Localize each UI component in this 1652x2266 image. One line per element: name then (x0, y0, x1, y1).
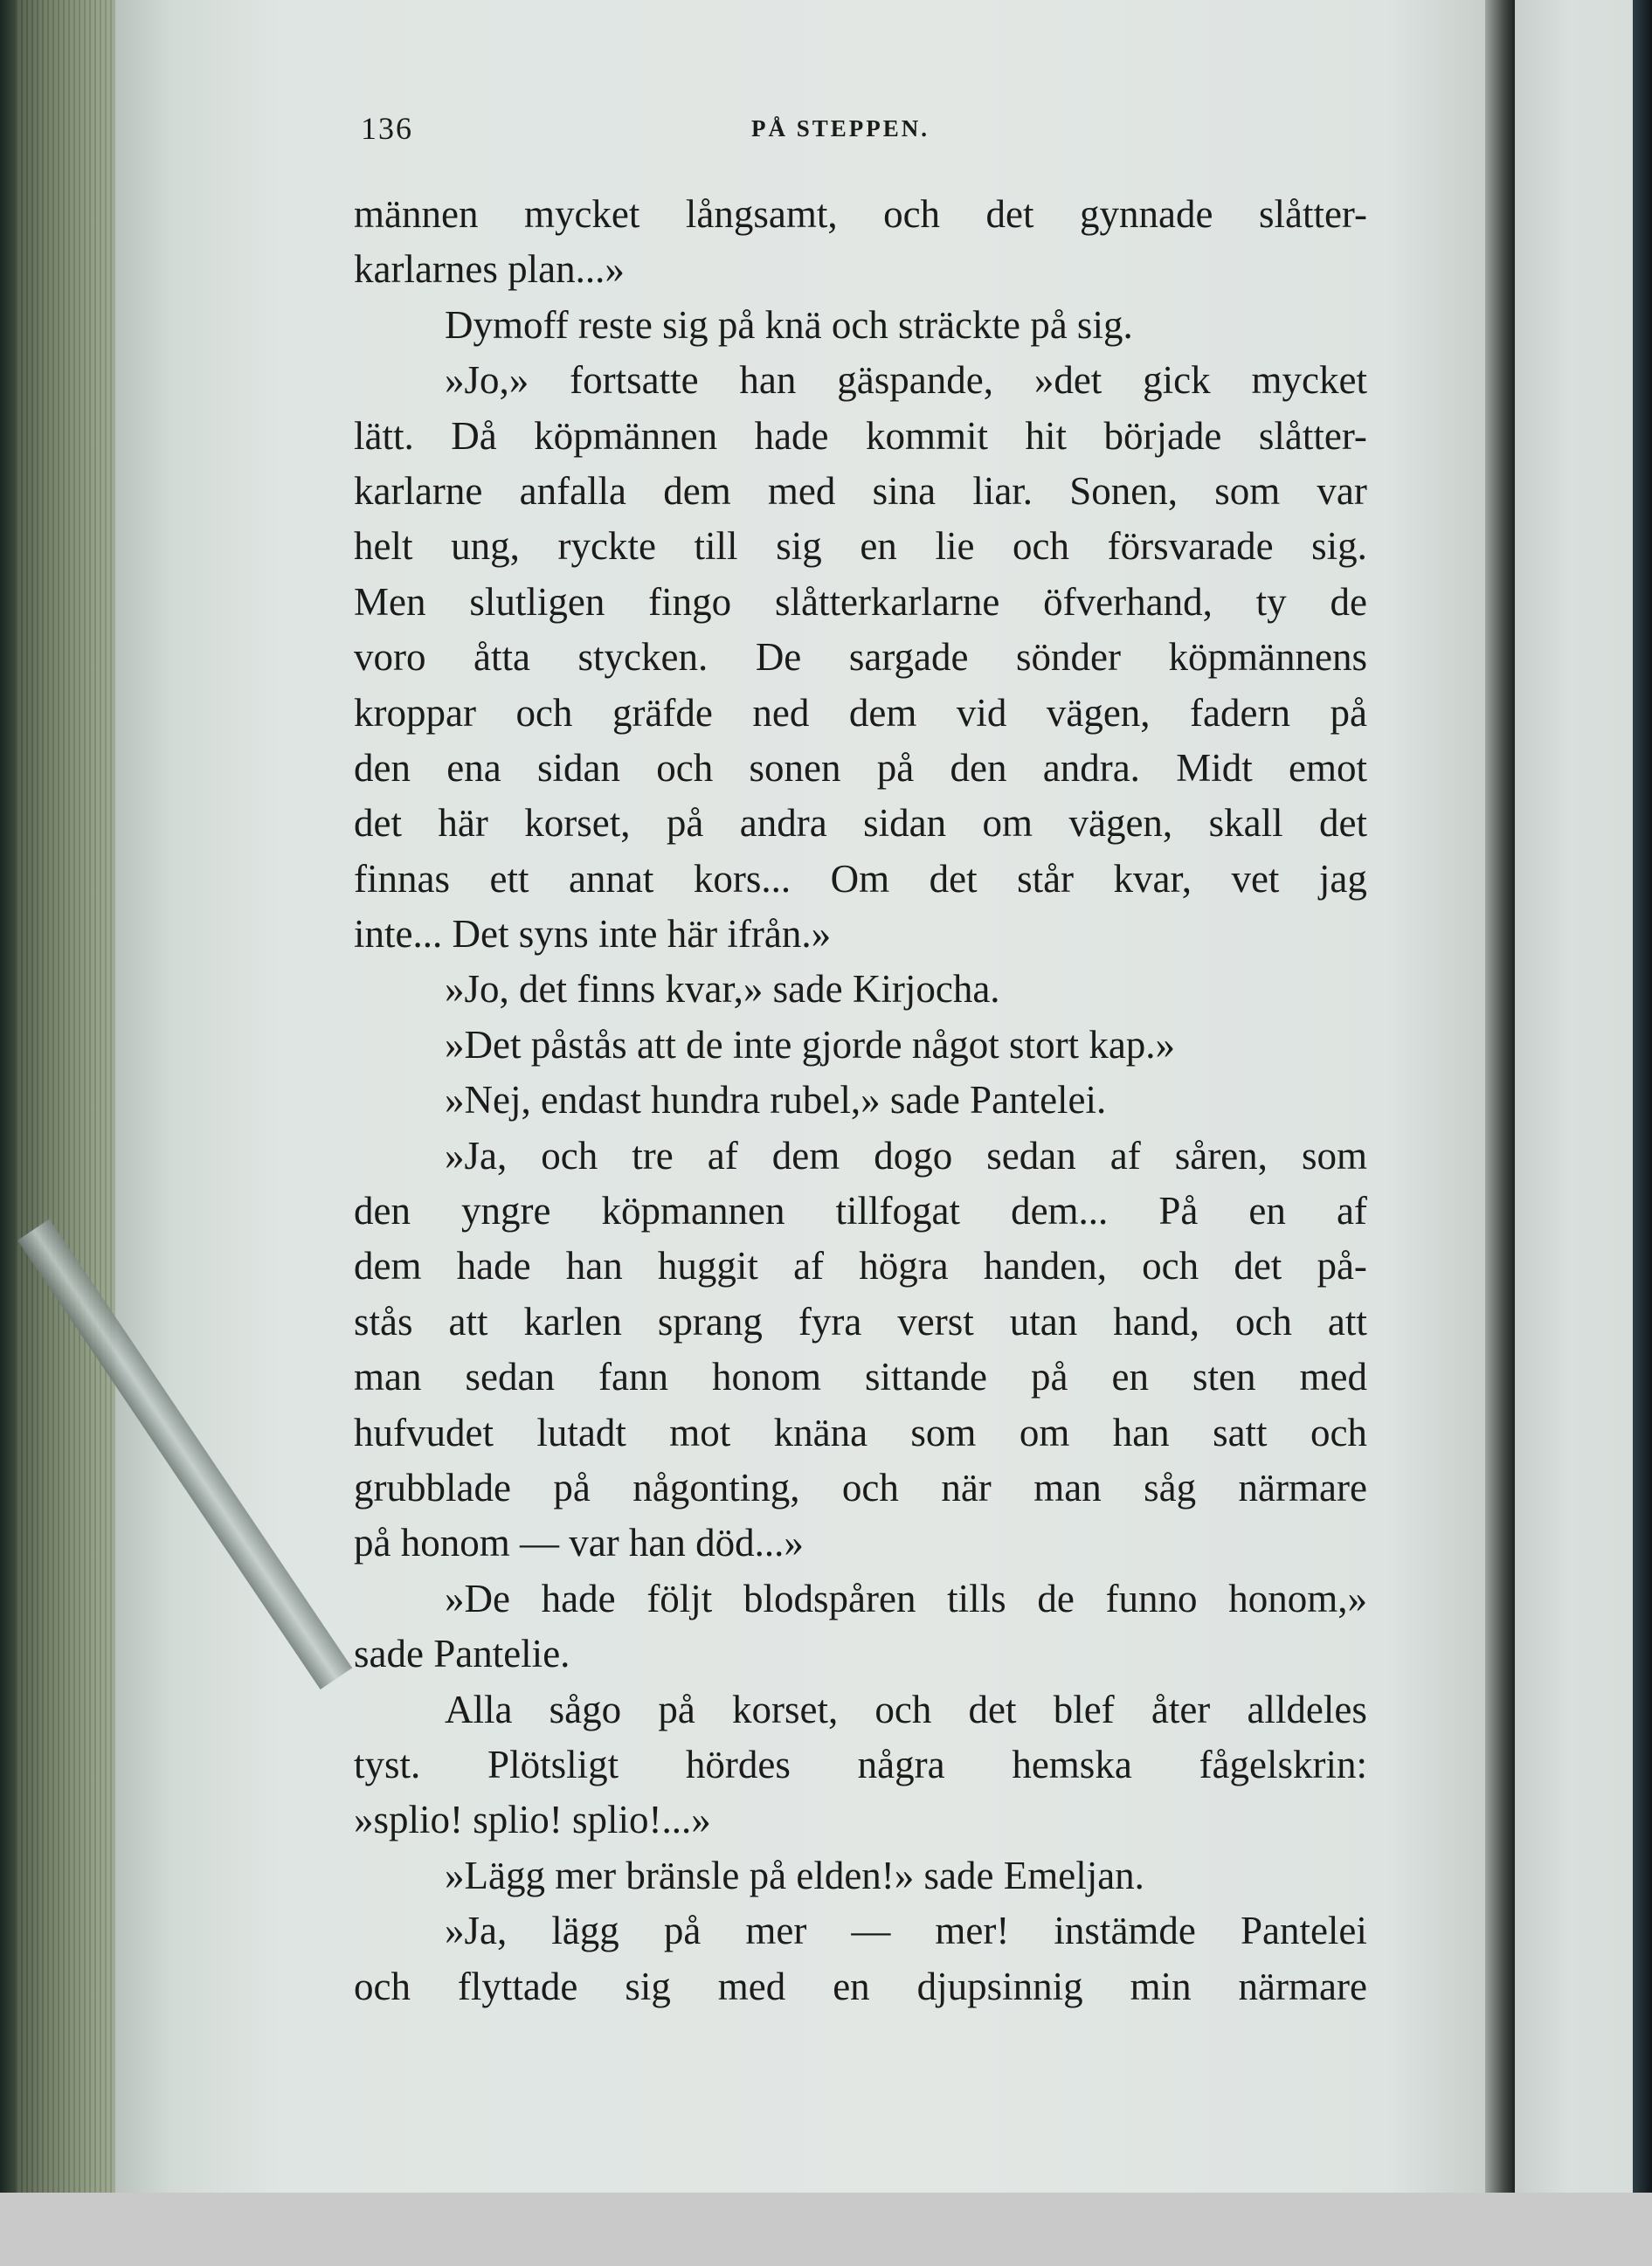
word: af (1109, 1133, 1141, 1178)
word: på (1030, 1355, 1068, 1399)
word: blef (1053, 1687, 1115, 1731)
word: och (541, 1133, 598, 1178)
word: och (883, 192, 941, 236)
text-line (354, 1461, 1367, 1516)
word: köpmannen (601, 1189, 785, 1233)
word: han (1112, 1410, 1170, 1454)
word: följt (646, 1576, 713, 1620)
text-line (354, 187, 1367, 242)
text-line: »Jo, det finns kvar,» sade Kirjocha. (445, 967, 1000, 1012)
text-line (354, 852, 1367, 907)
word: slåtter- (1258, 413, 1367, 458)
word: honom (711, 1355, 821, 1399)
word: Då (451, 413, 497, 458)
word: köpmännens (1168, 635, 1367, 680)
word: sedan (986, 1133, 1076, 1178)
word: Sonen, (1069, 468, 1178, 513)
word: åter (1151, 1687, 1211, 1731)
word: på (663, 1909, 702, 1953)
word: på (1330, 690, 1367, 735)
word: gräfde (612, 690, 713, 735)
word: af (793, 1244, 825, 1288)
word: huggit (657, 1244, 758, 1288)
word: det (985, 192, 1034, 236)
word: som (1214, 468, 1281, 513)
word: slutligen (469, 579, 605, 624)
word: fadern (1190, 690, 1290, 735)
word: »Ja, (445, 1909, 508, 1953)
text-line (354, 741, 1367, 796)
word: en (1111, 1355, 1149, 1399)
word: sina (872, 468, 937, 513)
word: finnas (354, 856, 450, 901)
word: min (1130, 1964, 1192, 2008)
word: på- (1317, 1244, 1367, 1288)
word: fyra (798, 1299, 862, 1344)
word: att (1327, 1299, 1367, 1344)
word: sidan (536, 745, 620, 790)
word: hade (541, 1576, 616, 1620)
word: fortsatte (570, 358, 699, 403)
word: på (553, 1465, 591, 1510)
word: den (354, 745, 411, 790)
word: det (1234, 1244, 1282, 1288)
left-page-stack (0, 0, 131, 2193)
word: närmare (1238, 1964, 1367, 2008)
word: andra. (1042, 745, 1140, 790)
word: sågo (549, 1687, 622, 1731)
word: satt (1213, 1410, 1268, 1454)
word: såren, (1174, 1133, 1268, 1178)
word: och (841, 1465, 899, 1510)
word: På (1158, 1189, 1199, 1233)
word: annat (568, 856, 654, 901)
word: en (1248, 1189, 1286, 1233)
word: han (565, 1244, 623, 1288)
text-line (354, 796, 1367, 851)
word: på (658, 1687, 695, 1731)
word: flyttade (457, 1964, 578, 2008)
word: lägg (551, 1909, 619, 1953)
text-line: inte... Det syns inte här ifrån.» (354, 912, 832, 957)
word: de (1037, 1576, 1075, 1620)
word: funno (1105, 1576, 1198, 1620)
word: den (950, 745, 1007, 790)
text-line: karlarnes plan...» (354, 247, 625, 292)
word: mycket (523, 192, 640, 236)
word: verst (897, 1299, 974, 1344)
word: sig. (1311, 524, 1367, 569)
word: man (354, 1355, 422, 1399)
word: skall (1208, 801, 1283, 846)
text-line (354, 519, 1367, 574)
word: Om (830, 856, 890, 901)
word: kvar, (1113, 856, 1192, 901)
word: åtta (473, 635, 530, 680)
word: och (1234, 1299, 1292, 1344)
word: öfverhand, (1043, 579, 1213, 624)
text-line: »Nej, endast hundra rubel,» sade Pantelei. (445, 1078, 1107, 1123)
scan-bottom-margin (0, 2193, 1652, 2266)
word: på (666, 801, 704, 846)
page-number: 136 (361, 111, 413, 146)
word: fågelskrin: (1199, 1742, 1367, 1786)
word: »det (1033, 358, 1102, 403)
word: mycket (1251, 358, 1367, 403)
word: det (1318, 801, 1367, 846)
text-line (354, 1682, 1367, 1737)
word: utan (1009, 1299, 1078, 1344)
word: närmare (1238, 1465, 1367, 1510)
word: en (860, 524, 897, 569)
word: dogo (874, 1133, 953, 1178)
word: försvarade (1107, 524, 1274, 569)
text-line (354, 464, 1367, 519)
word: honom,» (1228, 1576, 1367, 1620)
word: om (1019, 1410, 1070, 1454)
word: kroppar (354, 690, 476, 735)
word: Midt (1176, 745, 1253, 790)
word: karlarne (354, 468, 483, 513)
word: och (874, 1687, 932, 1731)
text-line: på honom — var han död...» (354, 1521, 804, 1565)
book-cover-edge (0, 0, 16, 2193)
word: och (1142, 1244, 1199, 1288)
word: korset, (524, 801, 631, 846)
word: på (876, 745, 915, 790)
word: högra (859, 1244, 949, 1288)
word: och (1013, 524, 1070, 569)
word: och (1310, 1410, 1367, 1454)
word: fingo (648, 579, 732, 624)
text-line: »Lägg mer bränsle på elden!» sade Emeljan. (445, 1853, 1144, 1897)
word: slåtterkarlarne (774, 579, 1000, 624)
word: dem (771, 1133, 840, 1178)
word: anfalla (519, 468, 627, 513)
word: man (1033, 1465, 1102, 1510)
word: och (515, 690, 573, 735)
word: karlen (523, 1299, 622, 1344)
word: hördes (685, 1742, 791, 1786)
word: hit (1025, 413, 1067, 458)
word: liar. (972, 468, 1033, 513)
word: gäspande, (837, 358, 993, 403)
word: dem (848, 690, 917, 735)
text-line (354, 353, 1367, 408)
word: tre (632, 1133, 674, 1178)
text-line (354, 1295, 1367, 1350)
text-line (354, 1572, 1367, 1627)
word: lie (935, 524, 975, 569)
word: emot (1289, 745, 1367, 790)
text-line (354, 1184, 1367, 1239)
text-line (354, 1350, 1367, 1405)
word: och (354, 1964, 411, 2008)
word: mot (669, 1410, 731, 1454)
word: gick (1143, 358, 1211, 403)
word: knäna (773, 1410, 868, 1454)
word: till (694, 524, 738, 569)
word: om (982, 801, 1033, 846)
word: kommit (866, 413, 989, 458)
word: hemska (1012, 1742, 1132, 1786)
word: han (739, 358, 797, 403)
word: mer (745, 1909, 807, 1953)
word: dem... (1011, 1189, 1109, 1233)
word: hade (754, 413, 829, 458)
text-line (354, 1903, 1367, 1959)
word: sprang (657, 1299, 763, 1344)
word: af (1336, 1189, 1367, 1233)
word: sedan (465, 1355, 555, 1399)
word: var (1317, 468, 1367, 513)
text-line (354, 1129, 1367, 1184)
word: »Ja, (445, 1133, 508, 1178)
word: grubblade (354, 1465, 511, 1510)
word: voro (354, 635, 426, 680)
text-line (354, 686, 1367, 741)
word: vägen, (1068, 801, 1173, 846)
word: sargade (848, 635, 969, 680)
word: af (707, 1133, 738, 1178)
word: yngre (461, 1189, 551, 1233)
word: med (1299, 1355, 1367, 1399)
word: sig (776, 524, 822, 569)
word: De (755, 635, 802, 680)
word: att (448, 1299, 488, 1344)
word: började (1103, 413, 1222, 458)
word: — (851, 1909, 891, 1953)
facing-page-edge (1633, 0, 1652, 2193)
word: de (1330, 579, 1367, 624)
word: hand, (1113, 1299, 1199, 1344)
word: handen, (983, 1244, 1108, 1288)
word: männen (354, 192, 479, 236)
facing-page (1515, 0, 1652, 2193)
word: kors... (693, 856, 791, 901)
text-line: Dymoff reste sig på knä och sträckte på sig. (445, 302, 1133, 347)
word: Plötsligt (487, 1742, 619, 1786)
word: stycken. (577, 635, 708, 680)
word: andra (739, 801, 827, 846)
word: tillfogat (835, 1189, 961, 1233)
word: några (857, 1742, 945, 1786)
word: dem (354, 1244, 422, 1288)
text-line (354, 575, 1367, 630)
word: ty (1255, 579, 1287, 624)
word: sig (625, 1964, 671, 2008)
running-title: PÅ STEPPEN. (751, 115, 930, 142)
word: blodspåren (743, 1576, 916, 1620)
text-line (354, 1737, 1367, 1793)
word: Pantelei (1240, 1909, 1367, 1953)
word: det (968, 1687, 1017, 1731)
word: sten (1192, 1355, 1256, 1399)
word: stås (354, 1299, 413, 1344)
text-line (354, 1239, 1367, 1294)
word: helt (354, 524, 413, 569)
text-line: »splio! splio! splio!...» (354, 1798, 711, 1842)
word: som (1301, 1133, 1367, 1178)
word: instämde (1054, 1909, 1196, 1953)
page-text-area (354, 103, 1367, 2014)
word: Alla (445, 1687, 513, 1731)
word: med (717, 1964, 786, 2008)
text-line (354, 630, 1367, 685)
word: alldeles (1247, 1687, 1367, 1731)
word: sidan (863, 801, 947, 846)
word: det (929, 856, 978, 901)
word: tills (947, 1576, 1006, 1620)
word: vid (956, 690, 1007, 735)
text-line (354, 409, 1367, 464)
text-line: »Det påstås att de inte gjorde något stort kap.» (445, 1022, 1176, 1067)
word: korset, (731, 1687, 839, 1731)
word: ena (446, 745, 501, 790)
word: såg (1144, 1465, 1197, 1510)
word: fann (598, 1355, 668, 1399)
word: vet (1231, 856, 1280, 901)
word: »De (445, 1576, 510, 1620)
word: ung, (451, 524, 520, 569)
word: hufvudet (354, 1410, 494, 1454)
word: »Jo,» (445, 358, 529, 403)
word: slåtter- (1258, 192, 1367, 236)
word: lätt. (354, 413, 414, 458)
word: köpmännen (534, 413, 718, 458)
body-text (354, 187, 1367, 2014)
word: lutadt (536, 1410, 626, 1454)
word: vägen, (1046, 690, 1151, 735)
word: jag (1318, 856, 1367, 901)
word: ryckte (557, 524, 656, 569)
word: som (910, 1410, 977, 1454)
word: står (1017, 856, 1075, 901)
word: dem (663, 468, 731, 513)
word: när (941, 1465, 992, 1510)
word: ned (752, 690, 810, 735)
word: tyst. (354, 1742, 421, 1786)
text-line (354, 1406, 1367, 1461)
running-head (354, 103, 1367, 155)
word: Men (354, 579, 426, 624)
word: ett (489, 856, 529, 901)
word: en (833, 1964, 870, 2008)
word: och (656, 745, 714, 790)
word: med (767, 468, 836, 513)
word: gynnade (1080, 192, 1213, 236)
text-line: sade Pantelie. (354, 1632, 570, 1676)
text-line (354, 1959, 1367, 2014)
word: hade (456, 1244, 531, 1288)
word: här (438, 801, 488, 846)
word: det (354, 801, 402, 846)
word: sönder (1016, 635, 1121, 680)
word: sonen (749, 745, 841, 790)
word: mer! (935, 1909, 1010, 1953)
word: djupsinnig (916, 1964, 1083, 2008)
word: någonting, (632, 1465, 800, 1510)
word: långsamt, (685, 192, 838, 236)
word: sittande (865, 1355, 987, 1399)
word: den (354, 1189, 411, 1233)
page-gutter (1485, 0, 1515, 2193)
